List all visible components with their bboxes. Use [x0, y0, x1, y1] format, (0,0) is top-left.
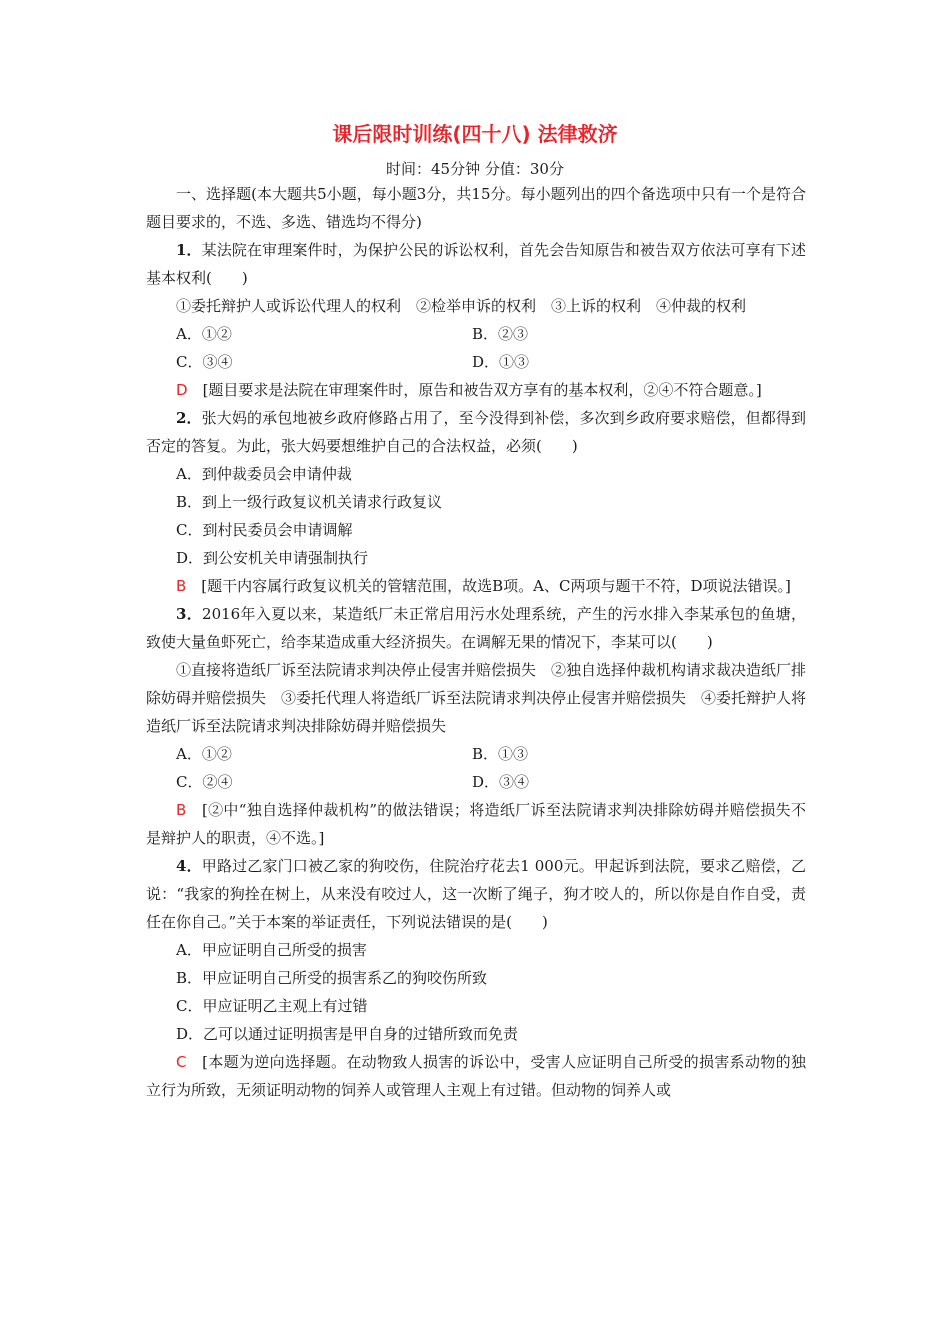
question-1-stem [146, 236, 806, 292]
option-a: A．①② [176, 745, 232, 763]
question-text: 某法院在审理案件时，为保护公民的诉讼权利，首先会告知原告和被告双方依法可享有下述基本权利( ) [146, 241, 807, 287]
option-row [176, 348, 806, 376]
question-content [146, 180, 806, 1104]
option-c: C．②④ [176, 773, 233, 791]
option-c: C．甲应证明乙主观上有过错 [176, 997, 368, 1015]
answer-letter: D [176, 381, 188, 399]
question-4-stem [146, 852, 806, 936]
question-number: 2． [176, 409, 202, 427]
option-a: A．甲应证明自己所受的损害 [176, 941, 367, 959]
question-1-answer [146, 376, 806, 404]
option-d: D．乙可以通过证明损害是甲自身的过错所致而免责 [176, 1025, 519, 1043]
answer-explanation: [②中“独自选择仲裁机构”的做法错误；将造纸厂诉至法院请求判决排除妨碍并赔偿损失不是辩护人的职责，④不选。] [146, 801, 806, 847]
question-number: 4． [176, 857, 202, 875]
option-a: A．①② [176, 325, 232, 343]
option-d: D．到公安机关申请强制执行 [176, 549, 369, 567]
answer-explanation: [题目要求是法院在审理案件时，原告和被告双方享有的基本权利，②④不符合题意。] [187, 381, 762, 399]
answer-letter: B [176, 801, 187, 819]
option-b: B．②③ [472, 325, 529, 343]
question-1-items: ①委托辩护人或诉讼代理人的权利 ②检举申诉的权利 ③上诉的权利 ④仲裁的权利 [176, 297, 747, 315]
question-2-stem [146, 404, 806, 460]
question-3-answer [146, 796, 806, 852]
answer-explanation: [题干内容属行政复议机关的管辖范围，故选B项。A、C两项与题干不符，D项说法错误。] [186, 577, 791, 595]
option-d: D．③④ [472, 773, 530, 791]
question-number: 1． [176, 241, 202, 259]
question-text: 甲路过乙家门口被乙家的狗咬伤，住院治疗花去1 000元。甲起诉到法院，要求乙赔偿，乙说：“我家的狗拴在树上，从来没有咬过人，这一次断了绳子，狗才咬人的，所以你是自作自受，责任在你自己。”关于本案的举证责任，下列说法错误的是( ) [146, 857, 807, 931]
answer-explanation: [本题为逆向选择题。在动物致人损害的诉讼中，受害人应证明自己所受的损害系动物的独立行为所致，无须证明动物的饲养人或管理人主观上有过错。但动物的饲养人或 [146, 1053, 806, 1099]
question-2-answer [146, 572, 806, 600]
option-row [176, 768, 806, 796]
option-row [176, 320, 806, 348]
question-3-stem [146, 600, 806, 656]
option-b: B．到上一级行政复议机关请求行政复议 [176, 493, 443, 511]
question-text: 2016年入夏以来，某造纸厂未正常启用污水处理系统，产生的污水排入李某承包的鱼塘，致使大量鱼虾死亡，给李某造成重大经济损失。在调解无果的情况下，李某可以( ) [146, 605, 807, 651]
question-4-answer [146, 1048, 806, 1104]
question-text: 张大妈的承包地被乡政府修路占用了，至今没得到补偿，多次到乡政府要求赔偿，但都得到否定的答复。为此，张大妈要想维护自己的合法权益，必须( ) [146, 409, 807, 455]
answer-letter: C [176, 1053, 187, 1071]
answer-letter: B [176, 577, 187, 595]
option-row [176, 740, 806, 768]
option-d: D．①③ [472, 353, 530, 371]
option-a: A．到仲裁委员会申请仲裁 [176, 465, 352, 483]
question-3-items: ①直接将造纸厂诉至法院请求判决停止侵害并赔偿损失 ②独自选择仲裁机构请求裁决造纸厂排除妨碍并赔偿损失 ③委托代理人将造纸厂诉至法院请求判决停止侵害并赔偿损失 ④委托辩护人将造纸厂诉至法院请求判决排除妨碍并赔偿损失 [146, 661, 807, 735]
option-c: C．③④ [176, 353, 233, 371]
option-b: B．甲应证明自己所受的损害系乙的狗咬伤所致 [176, 969, 488, 987]
question-number: 3． [176, 605, 203, 623]
option-c: C．到村民委员会申请调解 [176, 521, 353, 539]
option-b: B．①③ [472, 745, 529, 763]
section-intro: 一、选择题(本大题共5小题，每小题3分，共15分。每小题列出的四个备选项中只有一个是符合题目要求的，不选、多选、错选均不得分) [146, 185, 806, 231]
page-title: 课后限时训练(四十八) 法律救济 [332, 122, 618, 146]
time-score-line: 时间：45分钟 分值：30分 [386, 160, 564, 178]
